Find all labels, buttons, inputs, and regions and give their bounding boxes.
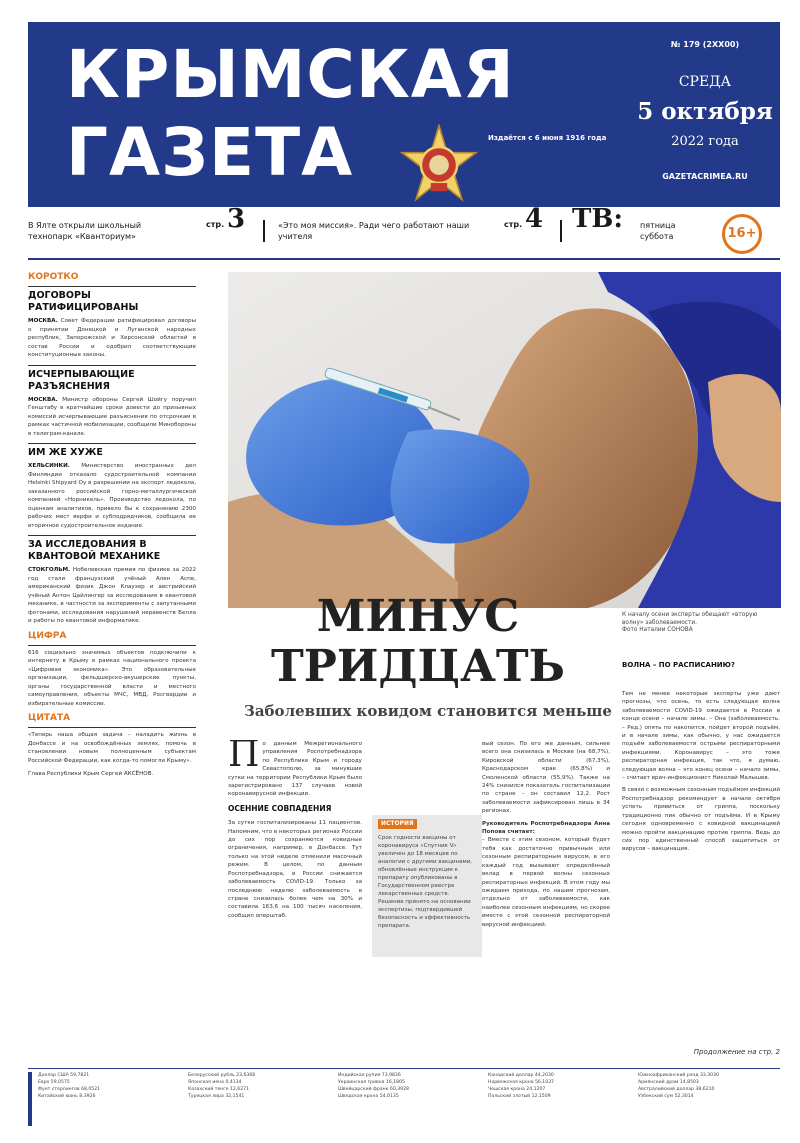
article-lead: Руководитель Роспотребнадзора Анна Попова считает: <box>482 820 610 836</box>
divider <box>28 1068 780 1069</box>
article-text: В связи с возможным сезонным подъёмом инфекций Роспотребнадзор рекомендует в начале октября успеть привиться от гриппа, поскольку традиционно пик обычно от подъёма. И в Крыму сегодня одновременно с ковидной вакцинацией можно пройти вакцинацию против гриппа. Ведь до сих пор единственный способ защититься от вирусов – вакцинация. <box>622 787 780 853</box>
teaser-page-label: стр. <box>504 220 523 229</box>
issue-number: № 179 (2XX00) <box>670 40 740 49</box>
brief-dateline: МОСКВА. <box>28 318 58 324</box>
brief-title[interactable]: ЗА ИССЛЕДОВАНИЯ В КВАНТОВОЙ МЕХАНИКЕ <box>28 539 161 562</box>
footer-rate: Индийская рупия 73,9836 <box>338 1073 401 1078</box>
brief-body <box>28 396 196 439</box>
photo-caption <box>622 612 780 635</box>
footer-rate: Шведская крона 54,0135 <box>338 1094 399 1099</box>
footer-rate: Турецкая лира 32,1541 <box>188 1094 245 1099</box>
headline-line2: ТРИДЦАТЬ <box>271 641 565 692</box>
footer-rate: Китайский юань 8,3926 <box>38 1094 96 1099</box>
article-subheading: ОСЕННИЕ СОВПАДЕНИЯ <box>228 803 332 813</box>
divider <box>28 286 196 287</box>
footer-rate: Армянский драм 14,8503 <box>638 1080 699 1085</box>
divider <box>560 220 562 242</box>
tv-label[interactable] <box>572 204 623 234</box>
article-subhead: Заболевших ковидом становится меньше <box>244 702 612 720</box>
footer-rate: Евро 59,0575 <box>38 1080 70 1085</box>
newspaper-title-line2: ГАЗЕТА <box>66 114 354 191</box>
divider <box>28 535 196 536</box>
section-heading-short: КОРОТКО <box>28 272 79 282</box>
divider <box>28 443 196 444</box>
history-box <box>372 815 482 957</box>
issue-year: 2022 года <box>671 134 739 149</box>
divider <box>28 258 780 260</box>
brief-body <box>28 566 196 626</box>
footer-rate: Чешская крона 24,1207 <box>488 1087 546 1092</box>
brief-text: Министр обороны Сергей Шойгу поручил Генштабу в кратчайшие сроки довести до призывных комиссий исчерпывающие разъяснения по отсрочкам в рамках частичной мобилизации, сообщили Минобороны в телеграм-канале. <box>28 396 196 437</box>
footer-column <box>338 1072 478 1100</box>
brief-body <box>28 462 196 530</box>
teaser-text-1[interactable]: В Ялте открыли школьный технопарк «Кванториум» <box>28 221 142 241</box>
article-text: о данным Межрегионального управления Роспотребнадзора по Республике Крым и городу Севастополю, за минувшие сутки на территории Республики Крым было зарегистрировано 137 случаев новой коронавирусной инфекции. <box>228 741 362 798</box>
headline-line1: МИНУС <box>316 591 520 642</box>
footer-rate: Фунт стерлингов 68,0521 <box>38 1087 101 1092</box>
brief-text: Совет Федерации ратифицировал договоры о принятии Донецкой и Луганской народных республик, Запорожской и Херсонской областей в состав России и одобрил соответствующие конституционные законы. <box>28 318 196 358</box>
brief-body <box>28 317 196 360</box>
brief-dateline: МОСКВА. <box>28 396 58 403</box>
footer-rate: Канадский доллар 44,2030 <box>488 1073 554 1078</box>
footer-accent <box>28 1072 32 1126</box>
figure-body: 616 социально значимых объектов подключили к интернету в Крыму в рамках национального проекта «Цифровая экономика». Это образовательные организации, фельдшерско-акушерские пункты, органы государственной власти и местного самоуправления, объекты МЧС, МВД, Росгвардии и избирательные комиссии. <box>28 649 196 707</box>
issue-date: 5 октября <box>637 98 773 125</box>
founded-note: Издаётся с 6 июня 1916 года <box>488 134 607 142</box>
footer-rate: Белорусский рубль 23,6368 <box>188 1073 256 1078</box>
dropcap: П <box>228 740 260 775</box>
brief-title[interactable]: ИМ ЖЕ ХУЖЕ <box>28 447 103 458</box>
quote-body: «Теперь наша общая задача – наладить жизнь в Донбассе и на освобождённых землях, помочь в становлении новым полноценным субъектам Российской Федерации, как когда-то помогли Крыму». <box>28 732 196 764</box>
teaser-text-tv[interactable]: пятница суббота <box>640 221 676 241</box>
brief-dateline: ХЕЛЬСИНКИ. <box>28 463 70 469</box>
brief-text: Нобелевская премия по физике за 2022 год стали французский учёный Ален Аспе, американский физик Джон Клаузер и австрийский учёный Антон Цайлингер за исследования в квантовой механике, в частности за эксперименты с запутанными фотонами, исследования нарушений неравенств Белла и работы по квантовой информатике. <box>28 567 196 624</box>
article-column-1 <box>228 740 362 1060</box>
weekday: СРЕДА <box>678 74 732 90</box>
brief-text: Министерство иностранных дел Финляндии отказало судостроительной компании Helsinki Shipyard Oy в разрешении на экспорт ледокола, заказанного российской горно-металлургической компанией «Норникель». Производство ледокола, по оценкам аналитиков, привело бы к сохранению 2300 рабочих мест верфи и субподрядчиков, сообщила ее вторичное судостроительное издание. <box>28 463 196 529</box>
article-column-2 <box>482 740 610 1060</box>
article-headline[interactable] <box>228 592 608 692</box>
footer-rate: Казахский тенге 12,6271 <box>188 1087 249 1092</box>
section-heading-quote: ЦИТАТА <box>28 713 71 723</box>
teaser-text-2[interactable]: «Это моя миссия». Ради чего работают наши учителя <box>278 221 470 241</box>
footer-column <box>488 1072 628 1100</box>
divider <box>28 365 196 366</box>
currency-footer <box>28 1072 780 1128</box>
article-text: вый сезон. По его же данным, сильнее всего она снизилась в Москве (на 68,7%), Кировской области (67,3%), Краснодарском крае (65,8%) и Смоленской области (55,9%). Также на 24% снизился показатель госпитализации по стране – он составил 12,2. Рост заболеваемости зафиксирован лишь в 34 регионах. <box>482 741 610 815</box>
teaser-page-1[interactable] <box>206 204 246 234</box>
footer-rate: Японская иена 0,4134 <box>188 1080 242 1085</box>
footer-rate: Австралийский доллар 38,6210 <box>638 1087 715 1092</box>
website-link[interactable]: GAZETACRIMEA.RU <box>662 172 748 181</box>
footer-rate: Южноафриканский рэнд 33,3030 <box>638 1073 719 1078</box>
footer-column <box>188 1072 328 1100</box>
footer-rate: Швейцарский франк 60,3928 <box>338 1087 409 1092</box>
caption-text: К началу осени эксперты обещают «вторую волну» заболеваемости. <box>622 612 758 626</box>
article-text: – Вместе с этим сезоном, который будет тебя как достаточно привычным или сезонным респираторным вирусом, в его каждый год вызывают определённый вклад в первой волны сезонных респираторных инфекций. В этом году мы ожидаем прихода, по нашим прогнозам, отдельно от заболеваемости, как наиболее сезонным инфекциям, но скорее вместе с этой сезонной респираторной вирусной инфекцией. <box>482 837 610 928</box>
newspaper-title-line1: КРЫМСКАЯ <box>66 36 515 113</box>
footer-column <box>38 1072 178 1100</box>
teaser-page-2[interactable] <box>504 204 544 234</box>
news-brief-column <box>28 272 196 1062</box>
footer-rate: Норвежская крона 56,1037 <box>488 1080 554 1085</box>
tv-text: ТВ: <box>572 204 623 234</box>
vaccination-photo-illustration <box>228 272 781 608</box>
brief-dateline: СТОКГОЛЬМ. <box>28 567 71 573</box>
side-subheading: ВОЛНА – ПО РАСПИСАНИЮ? <box>622 661 735 669</box>
divider <box>28 727 196 728</box>
teaser-page-label: стр. <box>206 220 225 229</box>
history-text: Срок годности вакцины от коронавируса «Спутник V» увеличен до 18 месяцев по аналогии с другими вакцинами, обновлённые инструкции к препарату опубликованы в Государственном реестре лекарственных средств. Решение принято на основании экспертизы, подтвердившей безопасность и эффективность препарата. <box>378 835 472 929</box>
masthead <box>28 22 780 207</box>
age-rating-badge: 16+ <box>722 214 762 254</box>
continued-note[interactable]: Продолжение на стр. 2 <box>693 1048 780 1056</box>
footer-rate: Украинская гривна 16,1805 <box>338 1080 405 1085</box>
brief-title[interactable]: ИСЧЕРПЫВАЮЩИЕ РАЗЪЯСНЕНИЯ <box>28 368 135 392</box>
teaser-strip <box>28 204 780 254</box>
vaccination-photo <box>228 272 781 608</box>
footer-rate: Польский злотый 12,1509 <box>488 1094 551 1099</box>
footer-rate: Доллар США 59,7821 <box>38 1073 90 1078</box>
article-column-3 <box>622 690 780 1042</box>
section-heading-figure: ЦИФРА <box>28 630 67 641</box>
divider <box>263 220 265 242</box>
divider <box>28 645 196 646</box>
history-label: ИСТОРИЯ <box>378 819 417 829</box>
quote-author: Глава Республики Крым Сергей АКСЁНОВ. <box>28 771 154 777</box>
teaser-page-number: 4 <box>524 204 544 234</box>
brief-title[interactable]: ДОГОВОРЫ РАТИФИЦИРОВАНЫ <box>28 290 139 313</box>
footer-rate: Узбекский сум 52,3014 <box>638 1094 694 1099</box>
article-text: За сутки госпитализированы 11 пациентов. Напомним, что в некоторых регионах России до сих пор сохраняются ковидные ограничения, например, в Донбассе. Тут только на этой неделе отменили масочный режим. В целом, по данным Роспотребнадзора, в России снижается заболеваемость COVID-19. Только за последнюю неделю заболеваемость в стране снизилась более чем на 30% и составила 163,6 на 100 тысяч населения, сообщил оперштаб. <box>228 820 362 919</box>
article-text: Тем не менее некоторые эксперты уже дают прогнозы, что осень, то есть следующая волна заболеваемости COVID-19 ожидается в России в конце осени – начале зимы. – Она (заболеваемость. – Ред.) опять по накопится, пойдет второй подъём, и в начале зимы, как обычно, у нас ожидается подъём заболеваемости острыми респираторными инфекциями. Коронавирус – это тоже респираторная инфекция, так что, я думаю, следующая волна – это конец осени – начало зимы, – считает врач-инфекционист Николай Малышев. <box>622 691 780 782</box>
footer-column <box>638 1072 778 1100</box>
order-emblem-icon <box>398 124 480 206</box>
photo-credit: Фото Наталии СОНОВА <box>622 627 693 633</box>
teaser-page-number: 3 <box>226 204 246 234</box>
